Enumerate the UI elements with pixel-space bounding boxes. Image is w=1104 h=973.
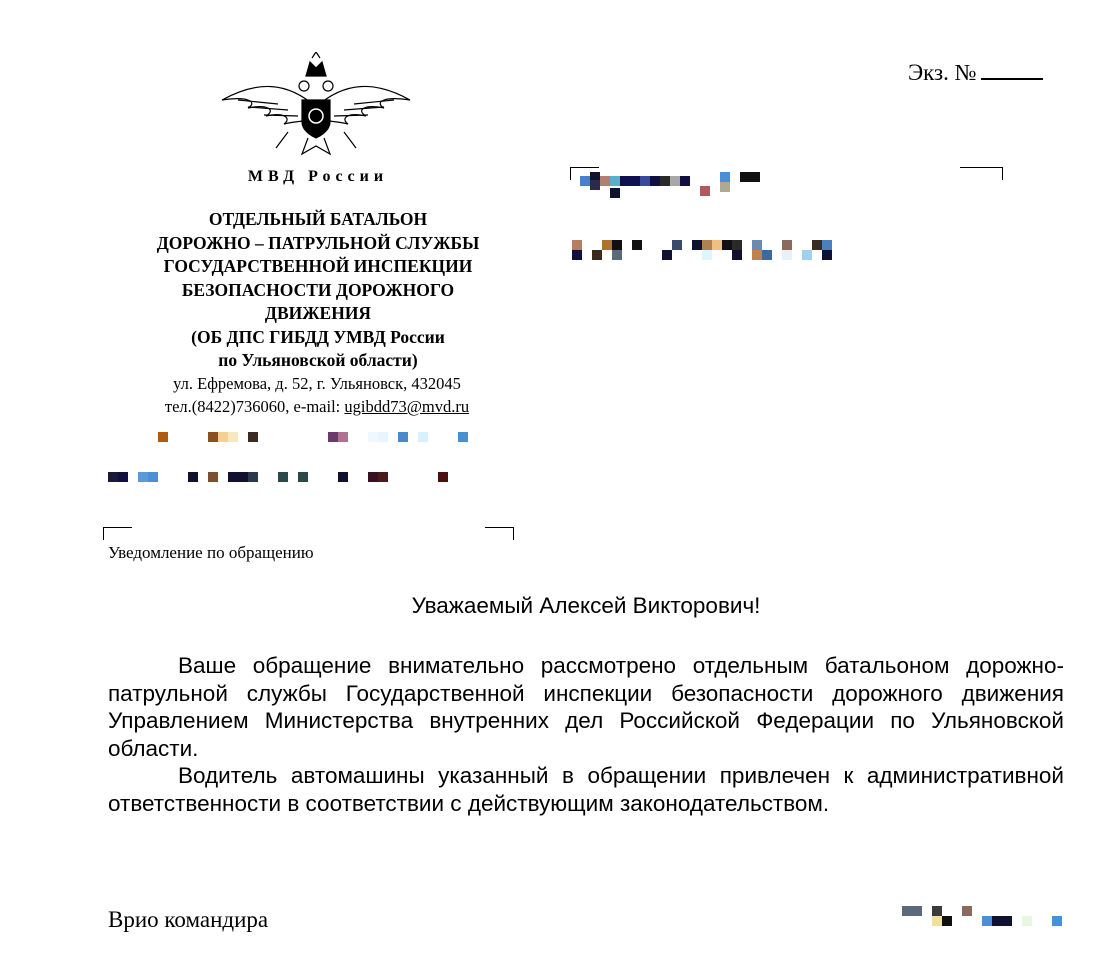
address-block xyxy=(100,372,534,418)
mvd-emblem-icon xyxy=(218,52,414,162)
redacted-recipient-name xyxy=(580,172,770,200)
email-link[interactable]: ugibdd73@mvd.ru xyxy=(344,397,470,416)
org-line: ГОСУДАРСТВЕННОЙ ИНСПЕКЦИИ xyxy=(163,256,473,276)
recipient-bracket-left xyxy=(570,167,599,180)
contact-line xyxy=(100,395,534,418)
ministry-name: МВД России xyxy=(247,168,389,185)
copy-number-label: Экз. № xyxy=(908,60,977,85)
org-line: БЕЗОПАСНОСТИ ДОРОЖНОГО xyxy=(181,279,455,300)
organization-block xyxy=(108,208,528,373)
org-line: ДОРОЖНО – ПАТРУЛЬНОЙ СЛУЖБЫ xyxy=(156,232,480,253)
phone-text: тел.(8422)736060, e-mail: xyxy=(164,397,345,416)
greeting: Уважаемый Алексей Викторович! xyxy=(411,593,761,618)
copy-number-blank xyxy=(981,58,1043,80)
redacted-recipient-address xyxy=(572,240,842,262)
org-line: по Ульяновской области) xyxy=(218,350,418,370)
org-line: ОТДЕЛЬНЫЙ БАТАЛЬОН xyxy=(208,209,428,229)
subject-bracket-right xyxy=(485,527,514,540)
redacted-outgoing-number xyxy=(108,432,488,444)
paragraph: Ваше обращение внимательно рассмотрено отдельным батальоном дорожно-патрульной службы Государственной инспекции безопасности дорожного движения Управлением Министерства внутренних дел Российской Федерации по Ульяновской области. xyxy=(108,653,1064,761)
redacted-signature-name xyxy=(902,906,1064,928)
org-line: ДВИЖЕНИЯ xyxy=(264,303,372,323)
address-line: ул. Ефремова, д. 52, г. Ульяновск, 432045 xyxy=(173,374,461,393)
copy-number xyxy=(908,58,1043,86)
org-line: (ОБ ДПС ГИБДД УМВД России xyxy=(191,326,445,347)
recipient-bracket-right xyxy=(960,167,1003,180)
letter-body xyxy=(108,652,1064,817)
redacted-reference-number xyxy=(108,472,458,484)
subject-bracket-left xyxy=(103,527,132,540)
paragraph: Водитель автомашины указанный в обращении привлечен к административной ответственности в соответствии с действующим законодательством. xyxy=(108,763,1064,816)
subject-line: Уведомление по обращению xyxy=(108,543,314,562)
signature-title: Врио командира xyxy=(108,907,269,932)
